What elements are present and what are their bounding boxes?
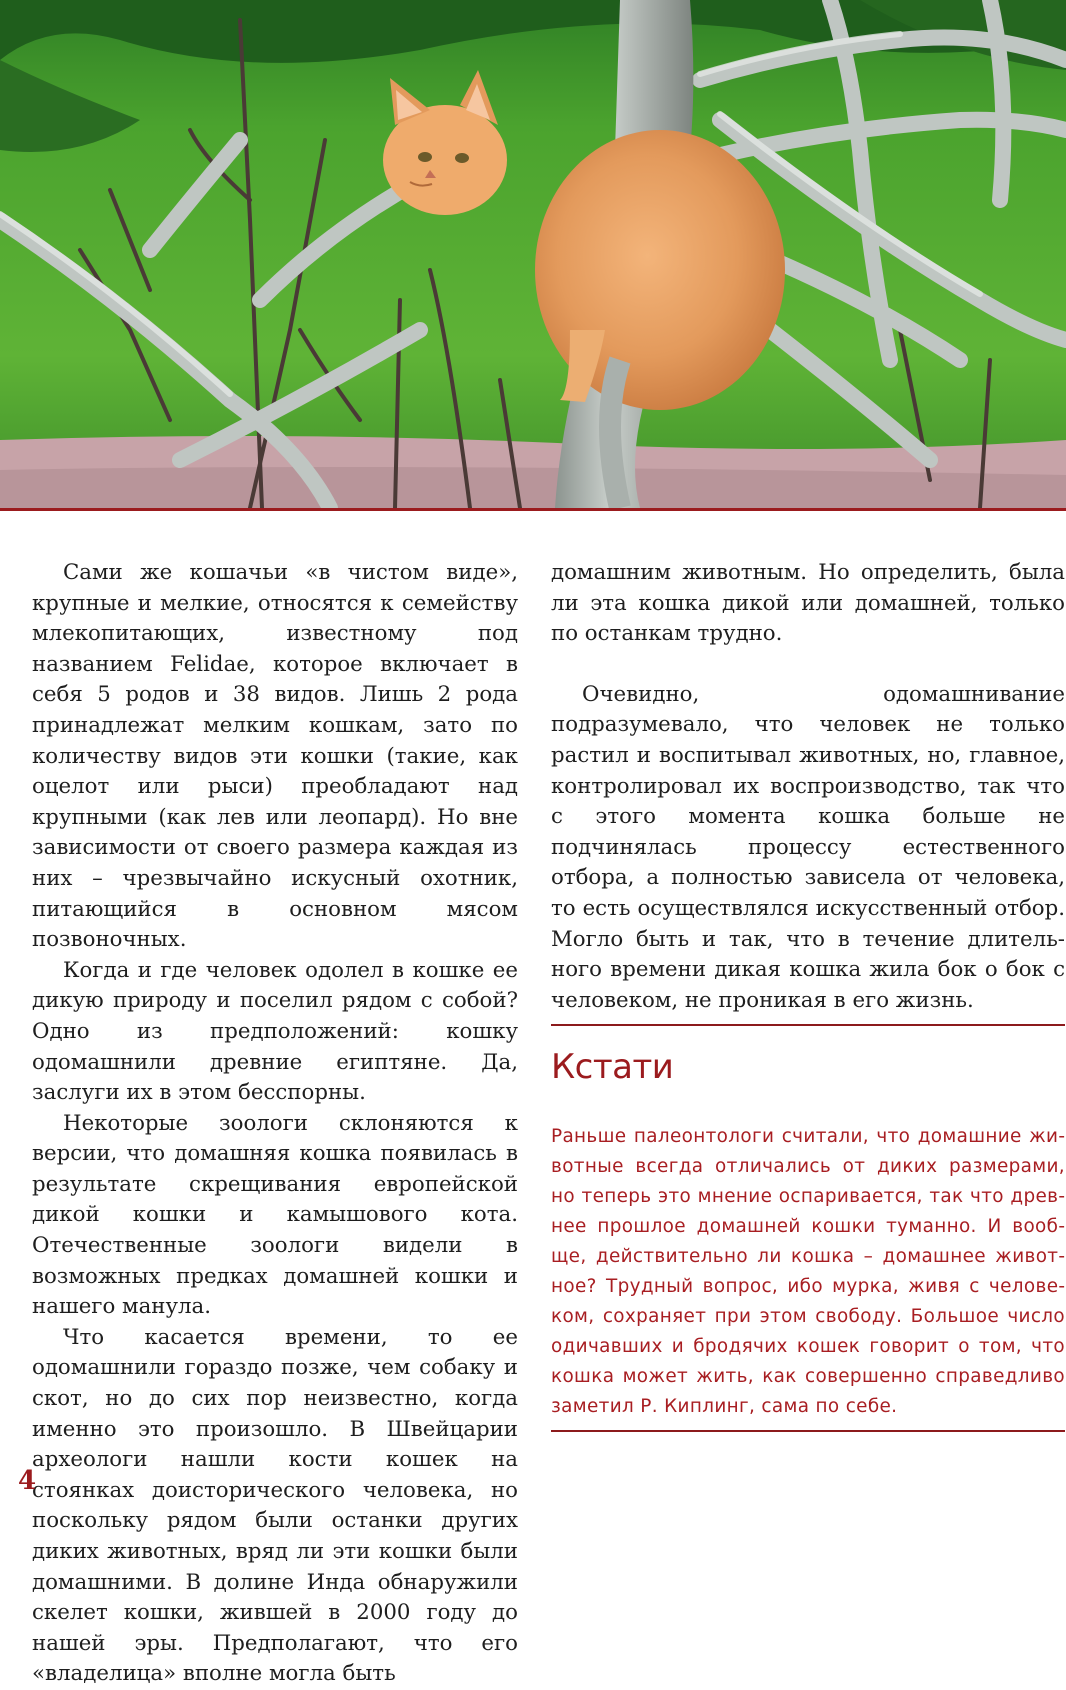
page-number: 4 (18, 1466, 37, 1496)
body-paragraph: Когда и где человек одолел в кошке ее дикую природу и поселил рядом с собой? Одно из предположений: кошку одомашнили древние египтяне. Да, заслуги их в этом бесспорны. (32, 957, 518, 1106)
body-paragraph: Что касается времени, то ее одомашнили гораздо позже, чем собаку и скот, но до сих пор неизвестно, когда именно это произошло. В Швейцарии археологи нашли кости кошек на стоянках доисторического человека, но поскольку рядом были останки других диких животных, вряд ли эти кошки были домашними. В долине Инда обнаружили скелет кошки, жившей в 2000 году до нашей эры. Предполагают, что его «владелица» вполне могла быть (32, 1324, 518, 1687)
aside-top-rule (551, 1024, 1065, 1026)
body-paragraph: Очевидно, одомашнивание подразумевало, что человек не только растил и воспитывал животных, но, главное, контролировал их воспроизводство, так что с этого момента кошка больше не подчинялась процессу естественного отбора, а полностью зависела от человека, то есть осуществлялся искусственный отбор. Могло быть и так, что в течение длительного времени дикая кошка жила бок о бок с человеком, не проникая в его жизнь. (551, 681, 1065, 1013)
aside-title: Кстати (551, 1047, 674, 1087)
aside-text (551, 1122, 1065, 1422)
body-paragraph: Некоторые зоологи склоняются к версии, что домашняя кошка появилась в результате скрещивания европейской дикой кошки и камышового кота. Отечественные зоологи видели в возможных предках домашней кошки и нашего манула. (32, 1110, 518, 1320)
aside-paragraph: Раньше палеонтологи считали, что домашние животные всегда отличались от диких размерами, но теперь это мнение оспаривается, так что древнее прошлое домашней кошки туманно. И вообще, действительно ли кошка – домашнее животное? Трудный вопрос, ибо мурка, живя с человеком, сохраняет при этом свободу. Большое число одичавших и бродячих кошек говорит о том, что кошка может жить, как совершенно справедливо заметил Р. Киплинг, сама по себе. (551, 1126, 1065, 1417)
left-column (32, 558, 518, 1690)
right-column (551, 558, 1065, 1016)
body-paragraph-continuation: домашним животным. Но определить, была ли эта кошка дикой или домашней, только по останкам трудно. (551, 560, 1065, 647)
aside-bottom-rule (551, 1430, 1065, 1432)
body-paragraph: Сами же кошачьи «в чистом виде», крупные и мелкие, относятся к семейству млекопитающих, известному под названием Felidae, которое включает в себя 5 родов и 38 видов. Лишь 2 рода принадлежат мелким кошкам, зато по количеству видов эти кошки (такие, как оцелот или рыси) преобладают над крупными (как лев или леопард). Но вне зависимости от своего размера каждая из них – чрезвычайно искусный охотник, питающийся в основном мясом позвоночных. (32, 560, 518, 953)
cat-in-tree-photo (0, 0, 1066, 511)
